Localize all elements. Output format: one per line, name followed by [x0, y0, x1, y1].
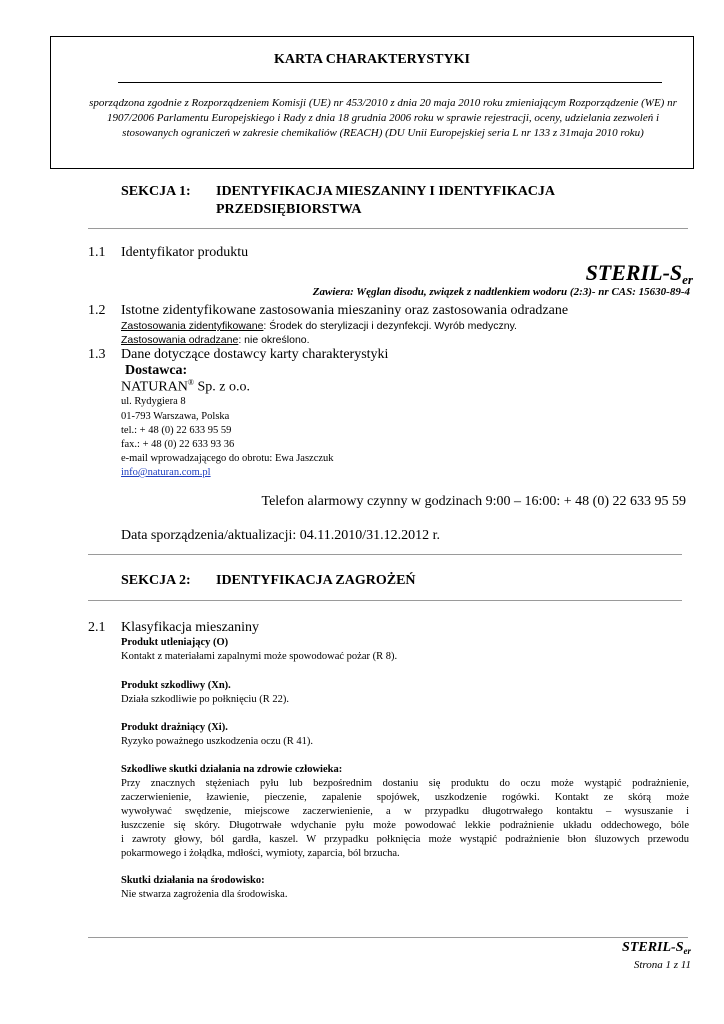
section1-title-line1: IDENTYFIKACJA MIESZANINY I IDENTYFIKACJA	[216, 184, 556, 199]
regulation-note: sporządzona zgodnie z Rozporządzeniem Komisji (UE) nr 453/2010 z dnia 20 maja 2010 roku zmieniającym Rozporządzenie (WE) nr 1907/2006 Parlamentu Europejskiego i Rady z dnia 18 grudnia 2006 roku w sprawie rejestracji, oceny, udzielania zezwoleń i stosowanych ograniczeń w zakresie chemikaliów (REACH) (DU Unii Europejskiej seria L nr 133 z 31maja 2010 roku)	[89, 97, 677, 139]
s2-1-number: 2.1	[88, 620, 106, 635]
title-underline	[118, 82, 662, 83]
product-composition: Zawiera: Węglan disodu, związek z nadtlenkiem wodoru (2:3)- nr CAS: 15630-89-4	[312, 286, 690, 298]
harmful-text: Działa szkodliwie po połknięciu (R 22).	[121, 694, 289, 705]
s1-2-title: Istotne zidentyfikowane zastosowania mieszaniny oraz zastosowania odradzane	[121, 303, 569, 318]
s1-1-number: 1.1	[88, 245, 106, 260]
product-name: STERIL-$S_{er}$	[585, 260, 693, 287]
section2-rule	[88, 600, 682, 601]
health-line-1: Przy znacznych stężeniach pyłu lub bezpośrednim dostaniu się produktu do oczu może wystąpić podrażnienie,	[121, 778, 689, 789]
supplier-company: NATURAN® Sp. z o.o.	[121, 378, 250, 395]
supplier-street: ul. Rydygiera 8	[121, 396, 186, 407]
section1-title-line2: PRZEDSIĘBIORSTWA	[216, 202, 362, 217]
health-line-3: wywoływać swędzenie, miejscowe zaczerwienienie, a w przypadku długotrwałego kontaktu – wysuszanie i	[121, 806, 689, 817]
section1-label: SEKCJA 1:	[121, 184, 191, 199]
supplier-phone: tel.: + 48 (0) 22 633 95 59	[121, 425, 232, 436]
identified-uses: Zastosowania zidentyfikowane: Środek do sterylizacji i dezynfekcji. Wyrób medyczny.	[121, 320, 517, 332]
section1-end-rule	[88, 554, 682, 555]
irritant-heading: Produkt drażniący (Xi).	[121, 722, 228, 733]
section1-rule	[88, 228, 688, 229]
health-effects-text	[121, 777, 689, 861]
advised-against-uses: Zastosowania odradzane: nie określono.	[121, 334, 310, 346]
footer-product-name: STERIL-$S_{er}$	[622, 940, 691, 956]
oxidizing-heading: Produkt utleniający (O)	[121, 637, 229, 648]
emergency-phone: Telefon alarmowy czynny w godzinach 9:00 – 16:00: + 48 (0) 22 633 95 59	[261, 494, 686, 509]
supplier-label: Dostawca:	[125, 363, 188, 378]
page-number: Strona 1 z 11	[633, 959, 691, 971]
supplier-email-person: e-mail wprowadzającego do obrotu: Ewa Jaszczuk	[121, 453, 334, 464]
health-line-6: pokarmowego i żołądka, mdłości, wymioty, zaparcia, ból brzucha.	[121, 848, 400, 859]
health-line-4: łuszczenie się skóry. Długotrwałe wdychanie pyłu może powodować lekkie podrażnienie układu oddechowego, bóle	[121, 820, 689, 831]
health-line-2: zaczerwienienie, łzawienie, pieczenie, zapalenie spojówek, uszkodzenie rogówki. Kontakt ze skórą może	[121, 792, 689, 803]
environment-heading: Skutki działania na środowisko:	[121, 875, 265, 886]
s1-3-number: 1.3	[88, 347, 106, 362]
oxidizing-text: Kontakt z materiałami zapalnymi może spowodować pożar (R 8).	[121, 651, 398, 662]
s2-1-title: Klasyfikacja mieszaniny	[121, 620, 260, 635]
health-line-5: i zawroty głowy, ból gardła, kaszel. W przypadku połknięcia może wystąpić podrażnienie błon śluzowych przewodu	[121, 834, 689, 845]
irritant-text: Ryzyko poważnego uszkodzenia oczu (R 41).	[121, 736, 314, 747]
document-title: KARTA CHARAKTERYSTYKI	[274, 52, 470, 67]
harmful-heading: Produkt szkodliwy (Xn).	[121, 680, 231, 691]
footer-rule	[88, 937, 688, 938]
section2-title: IDENTYFIKACJA ZAGROŻEŃ	[216, 573, 416, 588]
s1-1-title: Identyfikator produktu	[121, 245, 249, 260]
s1-3-title: Dane dotyczące dostawcy karty charakterystyki	[121, 347, 389, 362]
environment-text: Nie stwarza zagrożenia dla środowiska.	[121, 889, 288, 900]
issue-date: Data sporządzenia/aktualizacji: 04.11.2010/31.12.2012 r.	[121, 528, 441, 543]
health-effects-heading: Szkodliwe skutki działania na zdrowie człowieka:	[121, 764, 343, 775]
s1-2-number: 1.2	[88, 303, 106, 318]
supplier-email-link[interactable]: info@naturan.com.pl	[121, 467, 211, 478]
supplier-fax: fax.: + 48 (0) 22 633 93 36	[121, 439, 235, 450]
supplier-city: 01-793 Warszawa, Polska	[121, 411, 230, 422]
section2-label: SEKCJA 2:	[121, 573, 191, 588]
